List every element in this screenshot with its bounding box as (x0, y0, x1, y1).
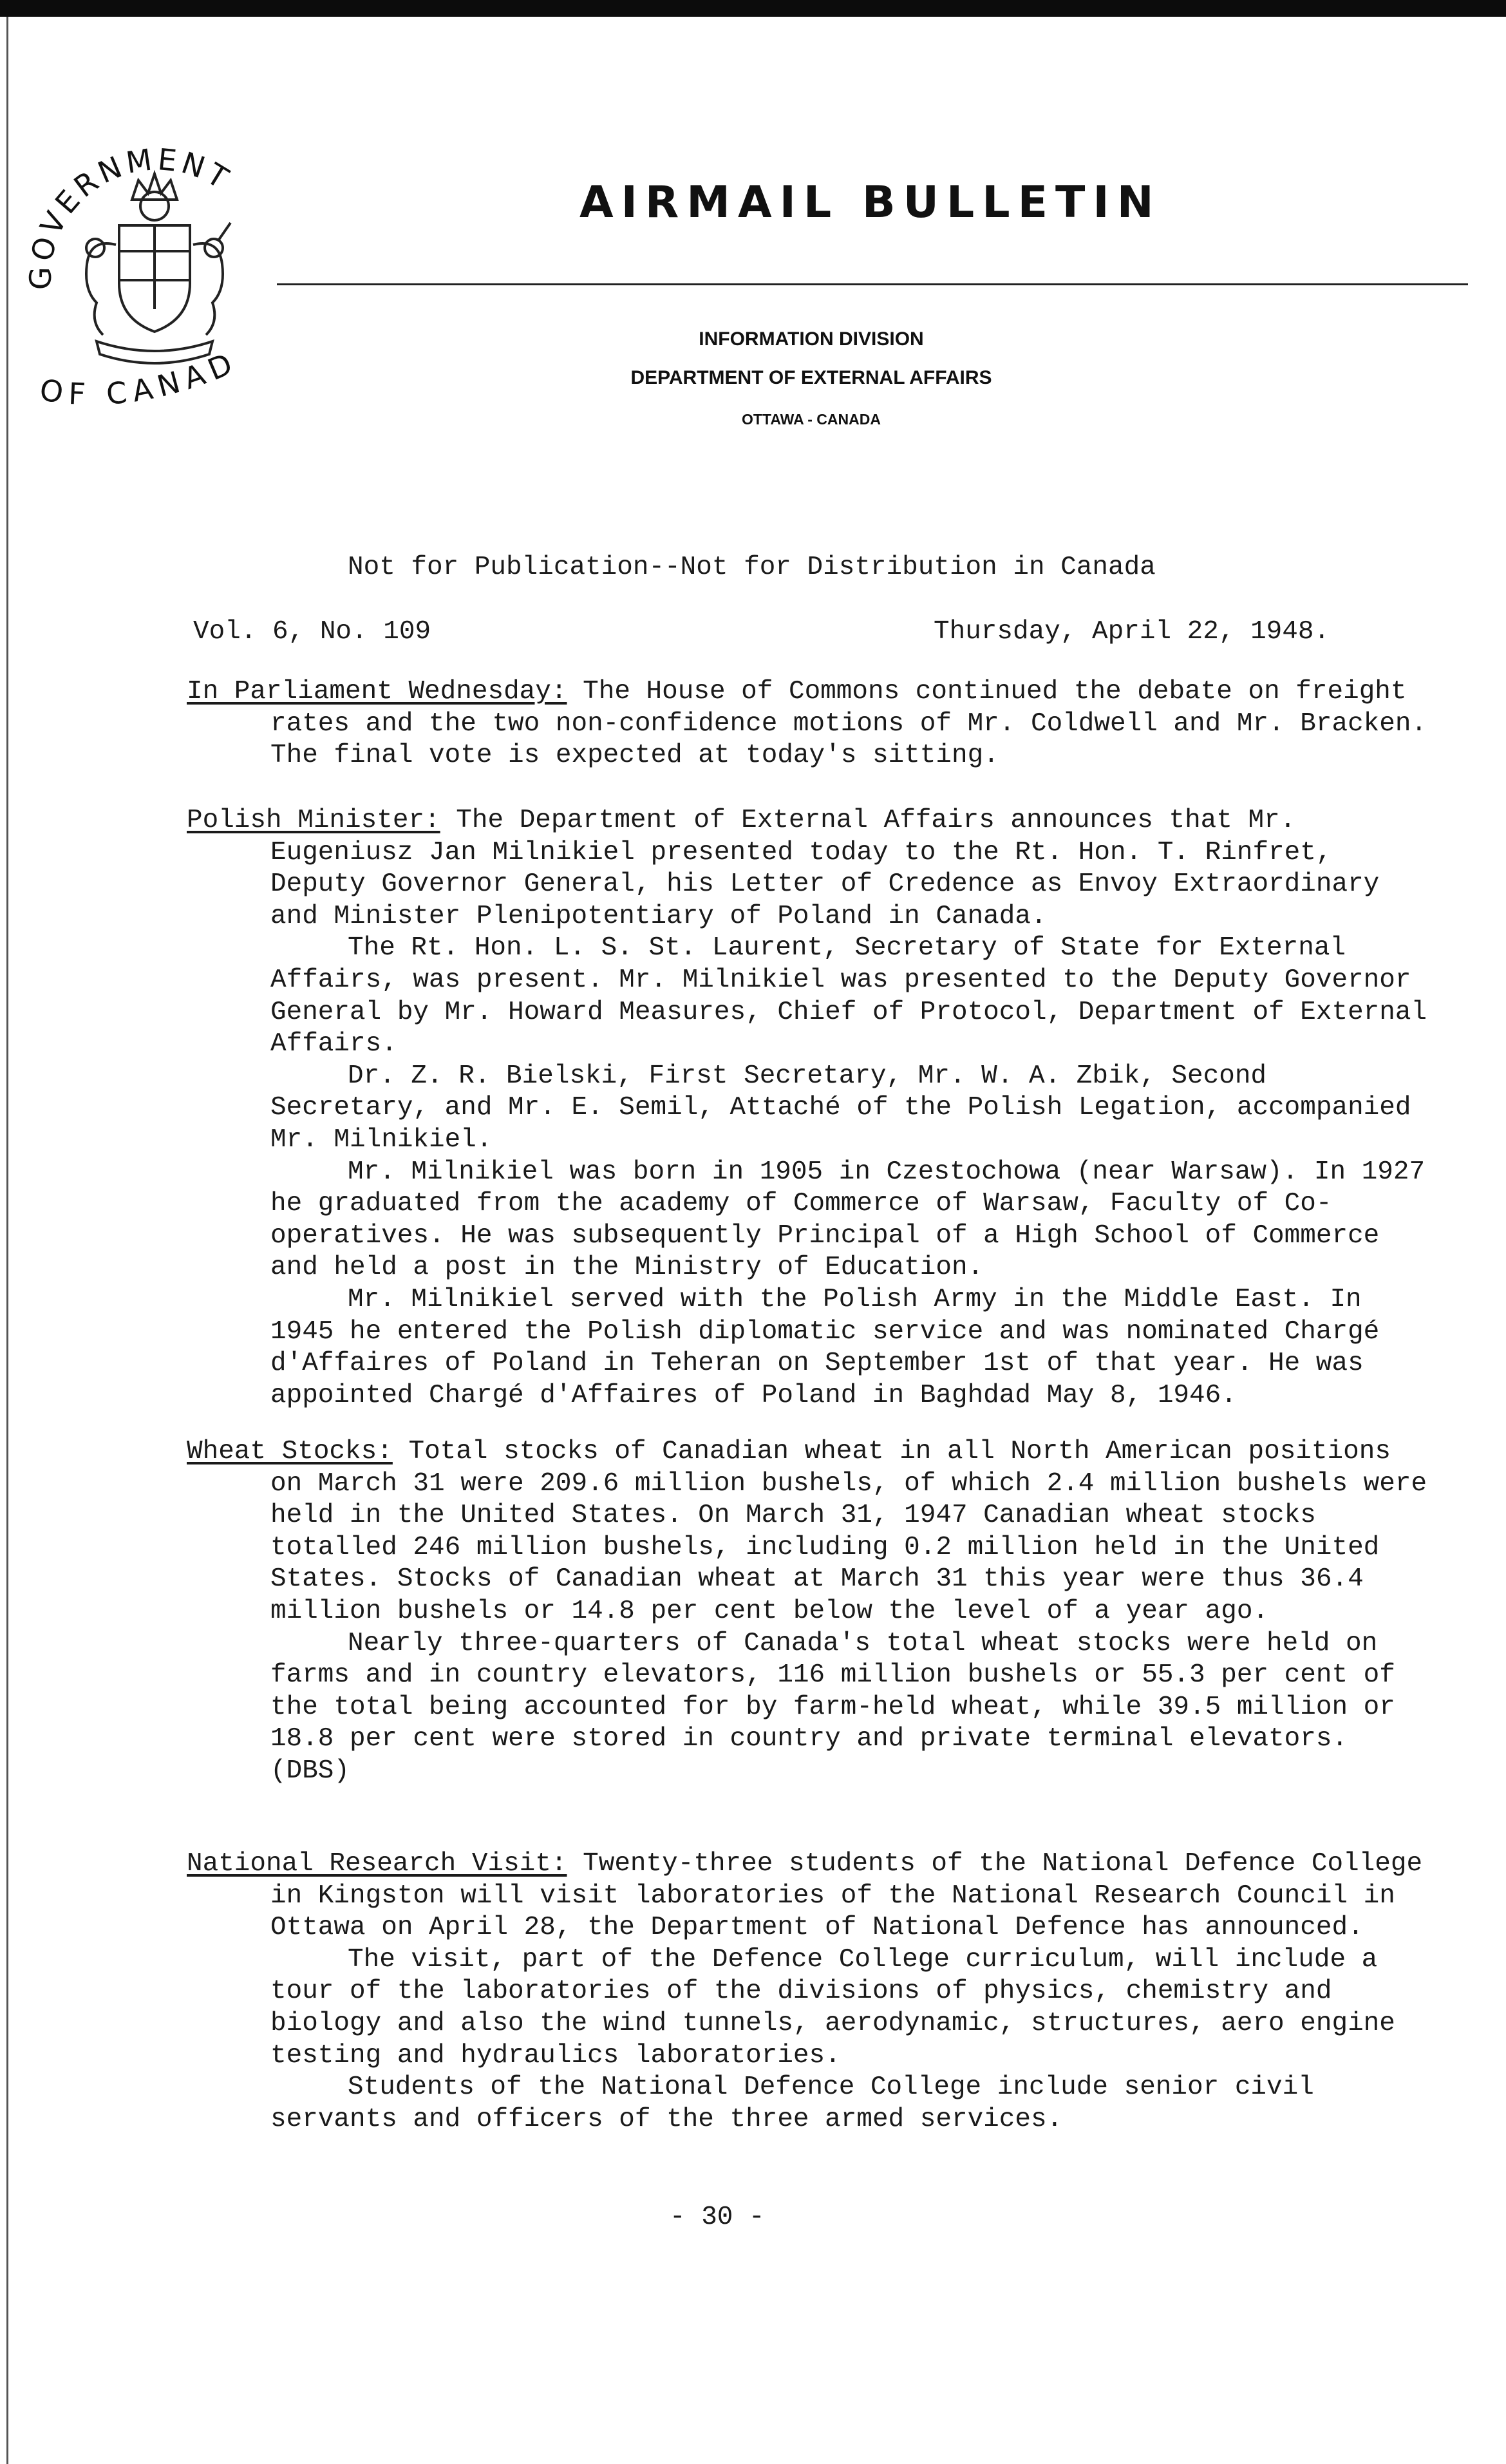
article-paragraph: Dr. Z. R. Bielski, First Secretary, Mr. W. A. Zbik, Second Secretary, and Mr. E. Semil, Attaché of the Polish Legation, accompanied Mr. Milnikiel. (270, 1061, 1411, 1155)
article-paragraph: Nearly three-quarters of Canada's total wheat stocks were held on farms and in country elevators, 116 million bushels or 55.3 per cent of the total being accounted for by farm-held wheat, while 39.5 million or 18.8 per cent were stored in country and private terminal elevators. (DBS) (270, 1628, 1395, 1786)
bulletin-title: AIRMAIL BULLETIN (579, 177, 1162, 228)
article-heading: In Parliament Wednesday: (187, 677, 567, 706)
article-paragraph: Mr. Milnikiel was born in 1905 in Czestochowa (near Warsaw). In 1927 he graduated from the academy of Commerce of Warsaw, Faculty of Co-operatives. He was subsequently Principal of a High School of Commerce and held a post in the Ministry of Education. (270, 1157, 1426, 1283)
page-top-border (0, 0, 1506, 17)
article-paragraph: The Rt. Hon. L. S. St. Laurent, Secretary of State for External Affairs, was present. Mr. Milnikiel was presented to the Deputy Governor General by Mr. Howard Measures, Chief of Protocol, Department of External Affairs. (270, 933, 1427, 1059)
location: OTTAWA - CANADA (742, 411, 881, 428)
coat-of-arms-icon (26, 97, 283, 444)
issue-date: Thursday, April 22, 1948. (934, 617, 1330, 647)
article-paragraph: The visit, part of the Defence College curriculum, will include a tour of the laboratories of the divisions of physics, chemistry and biology and also the wind tunnels, aerodynamic, structures, aero engine testing and hydraulics laboratories. (270, 1944, 1395, 2071)
article-polish-minister (187, 805, 1429, 1412)
article-paragraph: In Parliament Wednesday: The House of Commons continued the debate on freight rates and the two non-confidence motions of Mr. Coldwell and Mr. Bracken. The final vote is expected at today's sitting. (187, 677, 1427, 771)
article-national-research-visit (187, 1848, 1429, 2136)
seal-bottom-text: OF CANAD (37, 344, 243, 412)
article-parliament (187, 676, 1429, 772)
department-name: DEPARTMENT OF EXTERNAL AFFAIRS (630, 367, 992, 388)
volume-number: Vol. 6, No. 109 (193, 617, 431, 647)
division-name: INFORMATION DIVISION (699, 328, 924, 350)
article-paragraph: Polish Minister: The Department of External Affairs announces that Mr. Eugeniusz Jan Milnikiel presented today to the Rt. Hon. T. Rinfret, Deputy Governor General, his Letter of Credence as Envoy Extraordinary and Minister Plenipotentiary of Poland in Canada. (187, 806, 1380, 931)
seal-top-text: GOVERNMENT (26, 141, 238, 290)
article-paragraph: National Research Visit: Twenty-three students of the National Defence College in Kingston will visit laboratories of the National Research Council in Ottawa on April 28, the Department of National Defence has announced. (187, 1849, 1423, 1943)
article-paragraph: Wheat Stocks: Total stocks of Canadian wheat in all North American positions on March 31 were 209.6 million bushels, of which 2.4 million bushels were held in the United States. On March 31, 1947 Canadian wheat stocks totalled 246 million bushels, including 0.2 million held in the United States. Stocks of Canadian wheat at March 31 this year were thus 36.4 million bushels or 14.8 per cent below the level of a year ago. (187, 1437, 1427, 1626)
article-paragraph: Students of the National Defence College include senior civil servants and officers of the three armed services. (270, 2072, 1314, 2134)
article-heading: Wheat Stocks: (187, 1437, 393, 1466)
government-of-canada-seal (26, 97, 283, 444)
article-paragraph: Mr. Milnikiel served with the Polish Army in the Middle East. In 1945 he entered the Polish diplomatic service and was nominated Chargé d'Affaires of Poland in Teheran on September 1st of that year. He was appointed Chargé d'Affaires of Poland in Baghdad May 8, 1946. (270, 1284, 1380, 1410)
page-left-edge (6, 17, 8, 2464)
article-heading: National Research Visit: (187, 1849, 567, 1879)
distribution-notice: Not for Publication--Not for Distribution in Canada (348, 553, 1156, 582)
page-number: - 30 - (670, 2203, 765, 2232)
title-divider (277, 283, 1468, 285)
article-wheat-stocks (187, 1436, 1429, 1788)
svg-text:GOVERNMENT (26, 142, 238, 290)
article-heading: Polish Minister: (187, 806, 440, 835)
